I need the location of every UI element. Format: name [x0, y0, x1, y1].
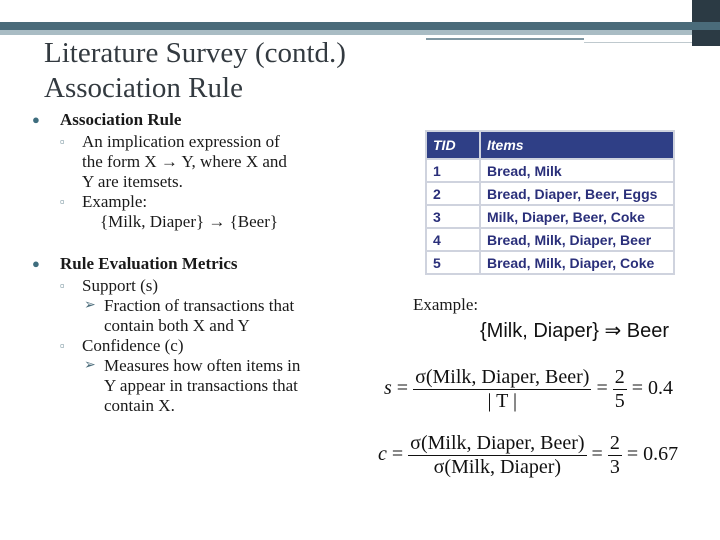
confidence-var: c — [378, 443, 387, 466]
table-header-row — [426, 131, 674, 159]
bullet-rule-evaluation-metrics: ● Rule Evaluation Metrics — [32, 254, 238, 273]
example-label: Example: — [413, 295, 479, 314]
square-bullet-icon: ▫ — [60, 194, 65, 209]
bullet-association-rule: ● Association Rule — [32, 110, 182, 129]
sub-bullet-example: ▫ Example: {Milk, Diaper} → {Beer} — [60, 192, 279, 231]
arrow-bullet-icon: ➢ — [84, 358, 96, 373]
slide-title — [44, 36, 346, 106]
square-bullet-icon: ▫ — [60, 134, 65, 149]
cell-tid: 2 — [426, 182, 480, 205]
sub-bullet-support: ▫ Support (s) — [60, 276, 159, 295]
cell-items: Bread, Milk — [480, 159, 674, 182]
support-formula: s = $\frac{\text{σ(Milk, Diaper, Beer)}}{| T |}$ = $\frac{2}{5}$ = 0.4 — [384, 366, 674, 412]
title-line-2: Association Rule — [44, 72, 243, 104]
sub-bullet-definition: ▫ An implication expression of the form X → Y, where X and Y are itemsets. — [60, 132, 287, 191]
arrow-bullet-icon: ➢ — [84, 298, 96, 313]
cell-tid: 3 — [426, 205, 480, 228]
cell-items: Bread, Milk, Diaper, Coke — [480, 251, 674, 274]
square-bullet-icon: ▫ — [60, 278, 65, 293]
header-band — [0, 22, 720, 30]
confidence-value-fraction: $\frac{2}{3}$ — [609, 432, 620, 478]
title-underline — [426, 38, 584, 40]
support-fraction: $\frac{\text{σ(Milk, Diaper, Beer)}}{| T |}$ — [415, 366, 590, 412]
bullet-list — [24, 110, 354, 416]
confidence-description: ➢ Measures how often items in Y appear in transactions that contain X. — [84, 356, 301, 415]
support-var: s — [384, 377, 392, 400]
cell-items: Milk, Diaper, Beer, Coke — [480, 205, 674, 228]
bullet-dot-icon: ● — [32, 112, 40, 127]
header-light-band — [0, 30, 692, 35]
rule-formula: {Milk, Diaper} ⇒ Beer — [480, 320, 670, 342]
cell-items: Bread, Milk, Diaper, Beer — [480, 228, 674, 251]
title-underline-light — [584, 42, 692, 43]
square-bullet-icon: ▫ — [60, 338, 65, 353]
table-row — [426, 228, 674, 251]
table-row — [426, 251, 674, 274]
cell-tid: 4 — [426, 228, 480, 251]
cell-items: Bread, Diaper, Beer, Eggs — [480, 182, 674, 205]
cell-tid: 5 — [426, 251, 480, 274]
bullet-dot-icon: ● — [32, 256, 40, 271]
title-line-1: Literature Survey (contd.) — [44, 37, 346, 69]
table-row — [426, 159, 674, 182]
support-value-fraction: $\frac{2}{5}$ — [614, 366, 625, 412]
header-items: Items — [480, 131, 674, 159]
confidence-fraction: $\frac{\text{σ(Milk, Diaper, Beer)}}{\text{σ(Milk, Diaper)}}$ — [410, 432, 585, 478]
transactions-table — [425, 130, 675, 275]
cell-tid: 1 — [426, 159, 480, 182]
support-result: = 0.4 — [631, 377, 674, 400]
support-description: ➢ Fraction of transactions that contain both X and Y — [84, 296, 295, 335]
table-row — [426, 205, 674, 228]
table-row — [426, 182, 674, 205]
confidence-result: = 0.67 — [626, 443, 679, 466]
sub-bullet-confidence: ▫ Confidence (c) — [60, 336, 184, 355]
confidence-formula: c = $\frac{\text{σ(Milk, Diaper, Beer)}}{\text{σ(Milk, Diaper)}}$ = $\frac{2}{3}$ = 0.67 — [378, 432, 679, 478]
header-tid: TID — [426, 131, 480, 159]
